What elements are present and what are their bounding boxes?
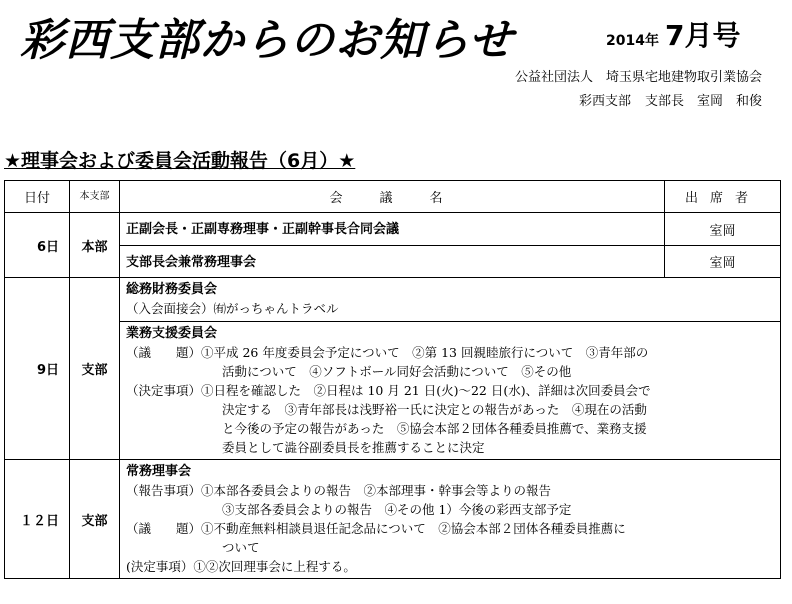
header-attendee: 出席者 xyxy=(665,181,781,213)
header-hq: 本支部 xyxy=(70,181,120,213)
committee-title: 総務財務委員会 xyxy=(126,282,218,297)
header-meeting: 会 議 名 xyxy=(120,181,665,213)
meeting-title: 正副会長・正副専務理事・正副幹事長合同会議 xyxy=(126,222,400,237)
minutes-line: （議 題）①不動産無料相談員退任記念品について ②協会本部２団体各種委員推薦に xyxy=(126,521,626,536)
row-hq: 支部 xyxy=(70,460,120,579)
activity-table xyxy=(4,180,781,579)
attendee-cell: 室岡 xyxy=(665,246,781,278)
meeting-cell xyxy=(120,213,665,246)
branch-info xyxy=(565,90,762,109)
section-title: ★理事会および委員会活動報告（6月）★ xyxy=(4,150,356,172)
committee-block xyxy=(120,321,780,457)
minutes-line: 活動について ④ソフトボール同好会活動について ⑤その他 xyxy=(222,364,572,379)
minutes-line: 委員として澁谷副委員長を推薦することに決定 xyxy=(222,440,485,455)
row-date: 6日 xyxy=(5,213,70,278)
branch-name: 彩西支部 xyxy=(578,94,631,109)
issue-month: 7月号 xyxy=(664,19,741,52)
meeting-cell xyxy=(120,460,781,579)
minutes-line: 決定する ③青年部長は浅野裕一氏に決定との報告があった ④現在の活動 xyxy=(222,402,647,417)
minutes-line: (決定事項）①②次回理事会に上程する。 xyxy=(126,559,356,574)
committee-title: 業務支援委員会 xyxy=(126,326,218,341)
table-header-row xyxy=(5,181,781,213)
meeting-title: 支部長会兼常務理事会 xyxy=(126,254,257,270)
organization-name: 公益社団法人 埼玉県宅地建物取引業協会 xyxy=(514,70,762,85)
minutes-line: ついて xyxy=(222,540,260,555)
branch-head: 支部長 室岡 和俊 xyxy=(644,94,762,109)
row-date: １２日 xyxy=(5,460,70,579)
row-hq: 本部 xyxy=(70,213,120,278)
issue-year: 2014年 xyxy=(606,33,659,49)
meeting-cell xyxy=(120,278,781,460)
newsletter-title: 彩西支部からのお知らせ xyxy=(20,15,514,66)
committee-title: 常務理事会 xyxy=(126,464,192,479)
minutes-line: ③支部各委員会よりの報告 ④その他 1）今後の彩西支部予定 xyxy=(222,502,572,517)
attendee-cell: 室岡 xyxy=(665,213,781,246)
minutes-line: （議 題）①平成 26 年度委員会予定について ②第 13 回親睦旅行について ③青年部の xyxy=(126,345,649,360)
issue-label xyxy=(606,14,740,54)
header-date: 日付 xyxy=(5,181,70,213)
table-row xyxy=(5,213,781,246)
minutes-line: と今後の予定の報告があった ⑤協会本部２団体各種委員推薦で、業務支援 xyxy=(222,421,647,436)
meeting-cell xyxy=(120,246,665,278)
row-hq: 支部 xyxy=(70,278,120,460)
table-row xyxy=(5,278,781,460)
minutes-line: （入会面接会）㈲がっちゃんトラベル xyxy=(126,301,339,316)
minutes-line: （報告事項）①本部各委員会よりの報告 ②本部理事・幹事会等よりの報告 xyxy=(126,483,552,498)
row-date: 9日 xyxy=(5,278,70,460)
table-row xyxy=(5,246,781,278)
table-row xyxy=(5,460,781,579)
minutes-line: （決定事項）①日程を確認した ②日程は 10 月 21 日(火)〜22 日(水)、詳細は次回委員会で xyxy=(126,383,651,398)
